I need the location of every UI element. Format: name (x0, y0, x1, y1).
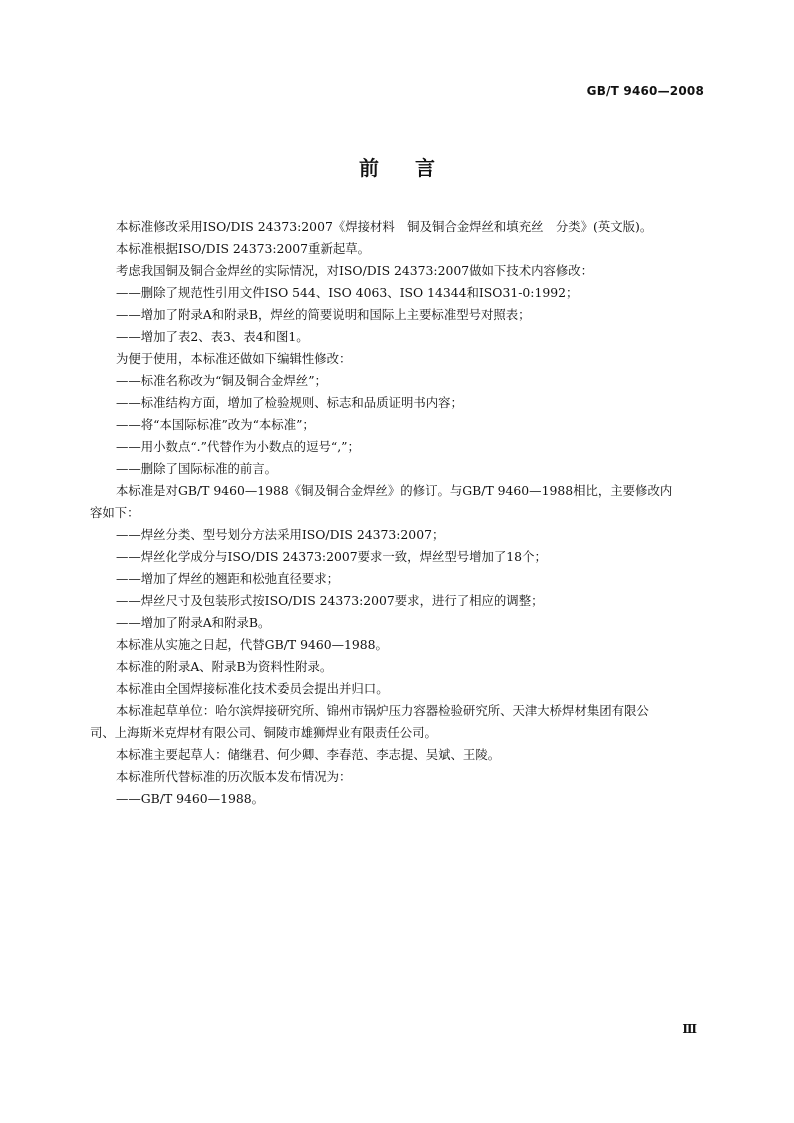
para-adoption: 本标准修改采用ISO/DIS 24373:2007《焊接材料 铜及铜合金焊丝和填充丝 分类》(英文版)。 (116, 219, 653, 234)
list-item: ——增加了附录A和附录B，焊丝的简要说明和国际上主要标准型号对照表； (116, 307, 531, 322)
list-item: ——删除了国际标准的前言。 (116, 461, 278, 476)
list-item: ——标准名称改为“铜及铜合金焊丝”； (116, 373, 327, 388)
para-drafters: 本标准主要起草人：储继君、何少卿、李春范、李志提、吴斌、王陵。 (116, 747, 501, 762)
list-item: ——标准结构方面，增加了检验规则、标志和品质证明书内容； (116, 395, 463, 410)
list-item: ——用小数点“.”代替作为小数点的逗号“,”； (116, 439, 360, 454)
para-history-intro: 本标准所代替标准的历次版本发布情况为： (116, 769, 352, 784)
para-proposer: 本标准由全国焊接标准化技术委员会提出并归口。 (116, 681, 389, 696)
para-revision-line1: 本标准是对GB/T 9460—1988《铜及铜合金焊丝》的修订。与GB/T 9460—1988相比，主要修改内 (116, 483, 673, 498)
list-item: ——增加了焊丝的翘距和松弛直径要求； (116, 571, 340, 586)
list-item: ——将“本国际标准”改为“本标准”； (116, 417, 315, 432)
list-item: ——GB/T 9460—1988。 (116, 791, 265, 806)
para-editorial-changes-intro: 为便于使用，本标准还做如下编辑性修改： (116, 351, 352, 366)
para-technical-changes-intro: 考虑我国铜及铜合金焊丝的实际情况，对ISO/DIS 24373:2007做如下技术内容修改： (116, 263, 594, 278)
list-item: ——焊丝化学成分与ISO/DIS 24373:2007要求一致，焊丝型号增加了18个； (116, 549, 547, 564)
para-drafted-basis: 本标准根据ISO/DIS 24373:2007重新起草。 (116, 241, 371, 256)
list-item: ——增加了附录A和附录B。 (116, 615, 271, 630)
page-number: Ⅲ (682, 1022, 697, 1036)
standard-code: GB/T 9460—2008 (586, 84, 704, 98)
list-item: ——焊丝分类、型号划分方法采用ISO/DIS 24373:2007； (116, 527, 445, 542)
para-drafting-units-line2: 司、上海斯米克焊材有限公司、铜陵市雄狮焊业有限责任公司。 (90, 725, 437, 740)
para-annex: 本标准的附录A、附录B为资料性附录。 (116, 659, 333, 674)
para-drafting-units-line1: 本标准起草单位：哈尔滨焊接研究所、锦州市锅炉压力容器检验研究所、天津大桥焊材集团有限公 (116, 703, 649, 718)
para-replace: 本标准从实施之日起，代替GB/T 9460—1988。 (116, 637, 388, 652)
list-item: ——焊丝尺寸及包装形式按ISO/DIS 24373:2007要求，进行了相应的调整； (116, 593, 544, 608)
list-item: ——增加了表2、表3、表4和图1。 (116, 329, 309, 344)
page-title: 前言 (359, 156, 471, 180)
para-revision-line2: 容如下： (90, 505, 140, 520)
foreword-body (90, 216, 708, 810)
list-item: ——删除了规范性引用文件ISO 544、ISO 4063、ISO 14344和ISO31-0:1992； (116, 285, 579, 300)
